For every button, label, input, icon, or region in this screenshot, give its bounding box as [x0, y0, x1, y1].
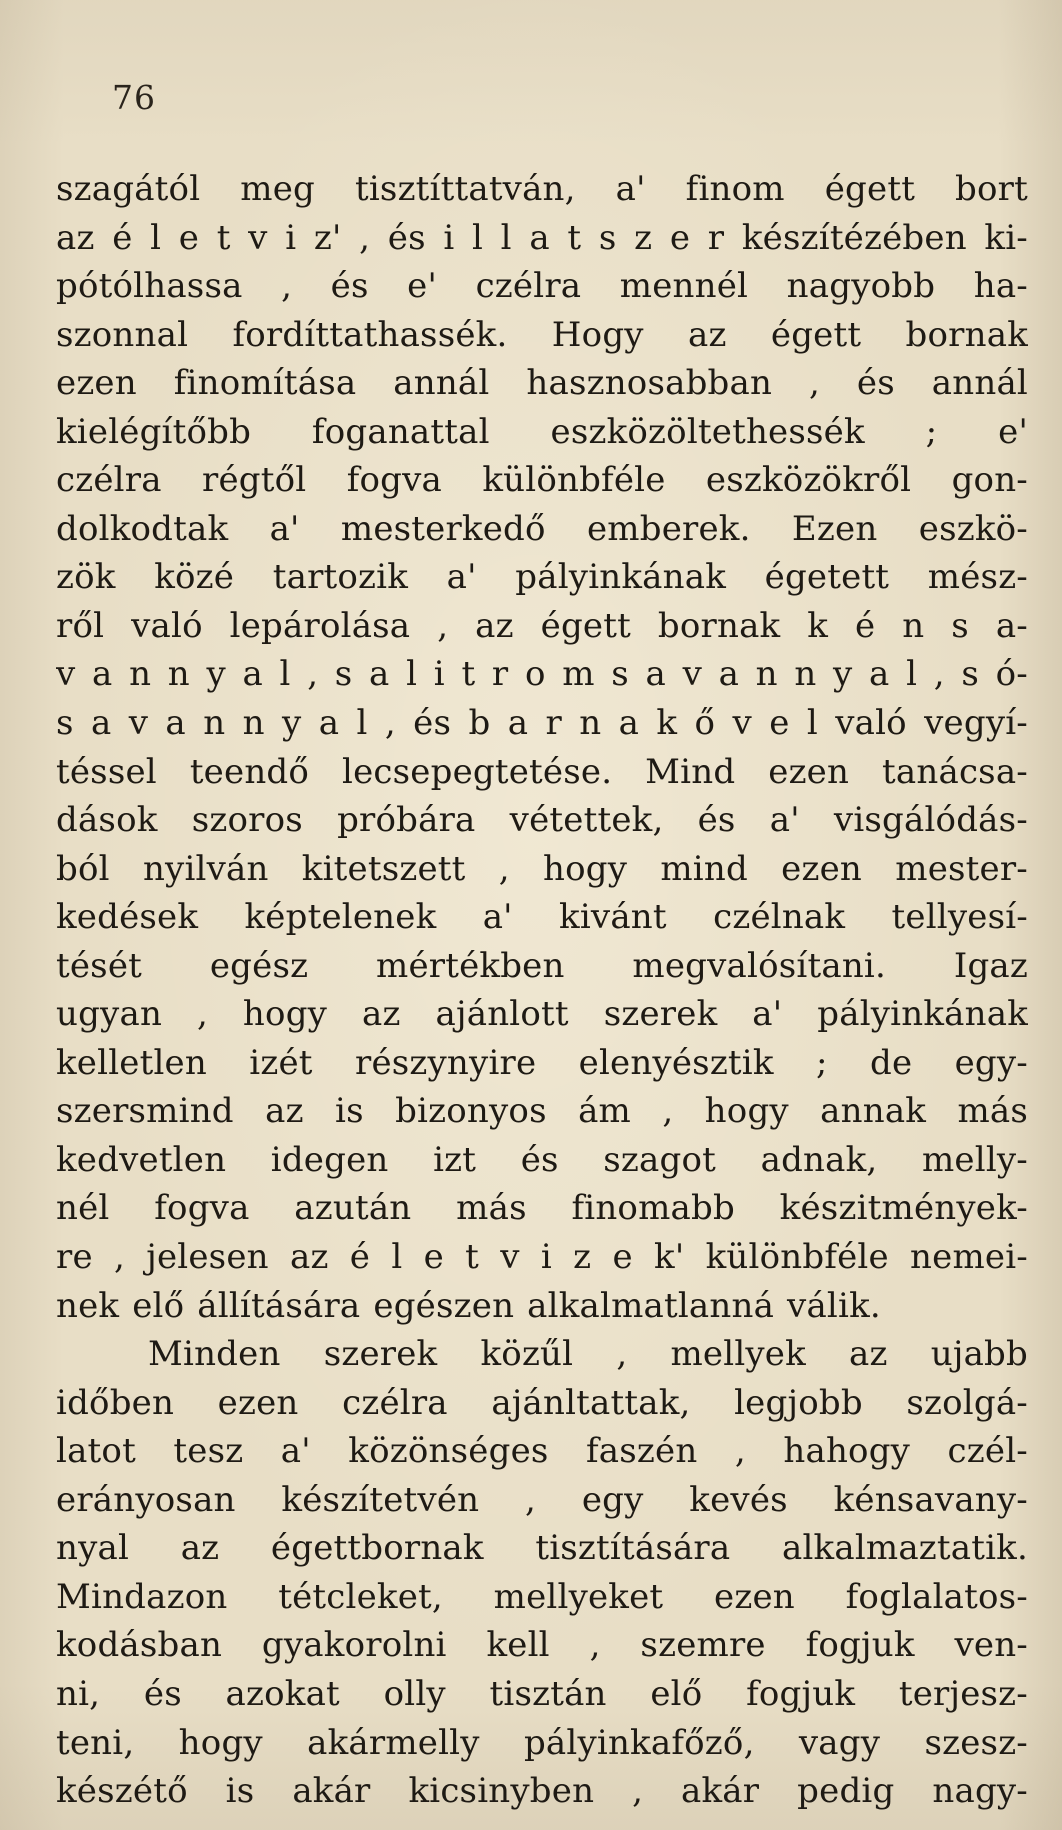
text-line: készétő is akár kicsinyben , akár pedig nagy- — [56, 1771, 1028, 1812]
page-number: 76 — [112, 78, 156, 117]
text-line: szersmind az is bizonyos ám , hogy annak más — [56, 1091, 1028, 1132]
text-line: pótólhassa , és e' czélra mennél nagyobb ha- — [56, 266, 1028, 307]
text-line: nek elő állítására egészen alkalmatlanná válik. — [56, 1285, 881, 1326]
text-line: czélra régtől fogva különbféle eszközökről gon- — [56, 460, 1028, 501]
text-line: dások szoros próbára vétettek, és a' visgálódás- — [56, 800, 1028, 841]
text-line: latot tesz a' közönséges faszén , hahogy czél- — [56, 1431, 1028, 1472]
text-line: re , jelesen az é l e t v i z e k' különbféle nemei- — [56, 1237, 1028, 1278]
text-line: kielégítőbb foganattal eszközöltethessék ; e' — [56, 411, 1028, 452]
text-line: ről való lepárolása , az égett bornak k é n s a- — [56, 605, 1028, 646]
text-line: kodásban gyakorolni kell , szemre fogjuk ven- — [56, 1625, 1028, 1666]
text-line: téssel teendő lecsepegtetése. Mind ezen tanácsa- — [56, 751, 1028, 792]
body-text — [56, 165, 1028, 1816]
text-line: v a n n y a l , s a l i t r o m s a v a n n y a l , s ó- — [56, 654, 1028, 695]
text-line: nyal az égettbornak tisztítására alkalmaztatik. — [56, 1528, 1028, 1569]
text-line: kedvetlen idegen izt és szagot adnak, melly- — [56, 1139, 1028, 1180]
text-line: erányosan készítetvén , egy kevés kénsavany- — [56, 1479, 1028, 1520]
text-line: zök közé tartozik a' pályinkának égetett mész- — [56, 557, 1028, 598]
text-line: szagától meg tisztíttatván, a' finom égett bort — [56, 169, 1028, 209]
text-line: időben ezen czélra ajánltattak, legjobb szolgá- — [56, 1382, 1028, 1423]
text-line: ból nyilván kitetszett , hogy mind ezen mester- — [56, 848, 1028, 889]
text-line: nél fogva azután más finomabb készitmények- — [56, 1188, 1028, 1229]
text-line: s a v a n n y a l , és b a r n a k ő v e l való vegyí- — [56, 703, 1028, 744]
text-line: ni, és azokat olly tisztán elő fogjuk terjesz- — [56, 1673, 1028, 1714]
text-line: tését egész mértékben megvalósítani. Igaz — [56, 945, 1028, 986]
text-line: kedések képtelenek a' kivánt czélnak tellyesí- — [56, 897, 1028, 938]
text-line: Mindazon tétcleket, mellyeket ezen foglalatos- — [56, 1576, 1028, 1617]
text-line: szonnal fordíttathassék. Hogy az égett bornak — [56, 314, 1028, 355]
text-line: az é l e t v i z' , és i l l a t s z e r készítézében ki- — [56, 217, 1028, 258]
text-line: kelletlen izét részynyire elenyésztik ; de egy- — [56, 1042, 1028, 1083]
text-line: ugyan , hogy az ajánlott szerek a' pályinkának — [56, 994, 1028, 1035]
text-line: dolkodtak a' mesterkedő emberek. Ezen eszkö- — [56, 508, 1028, 549]
text-line: Minden szerek közűl , mellyek az ujabb — [148, 1334, 1028, 1375]
text-line: teni, hogy akármelly pályinkafőző, vagy szesz- — [56, 1722, 1028, 1763]
text-line: ezen finomítása annál hasznosabban , és annál — [56, 363, 1028, 404]
